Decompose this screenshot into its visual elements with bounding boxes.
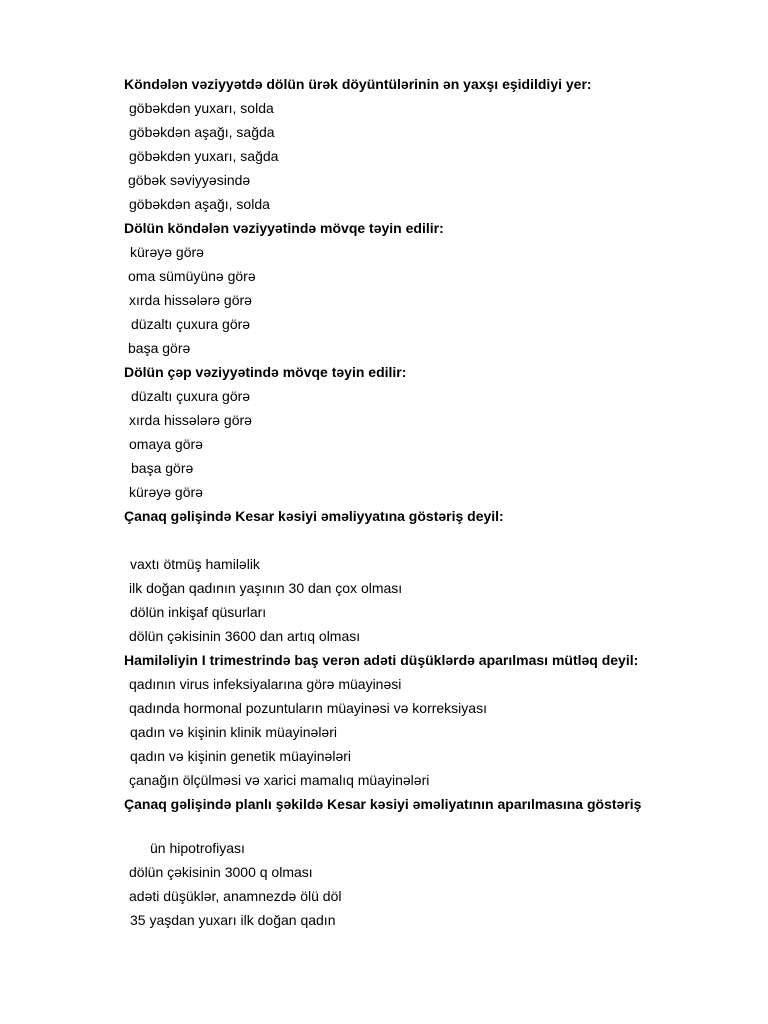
answer-option: düzaltı çuxura görə xyxy=(131,316,251,332)
answer-option: göbəkdən yuxarı, solda xyxy=(129,100,274,116)
answer-option: başa görə xyxy=(128,340,191,356)
answer-option: xırda hissələrə görə xyxy=(129,292,252,308)
answer-option: göbəkdən aşağı, solda xyxy=(129,196,270,212)
answer-option: vaxtı ötmüş hamiləlik xyxy=(130,556,260,572)
answer-option: çanağın ölçülməsi və xarici mamalıq müayinələri xyxy=(129,772,430,788)
answer-option: dölün çəkisinin 3000 q olması xyxy=(129,864,313,880)
answer-option: oma sümüyünə görə xyxy=(128,268,256,284)
answer-option: göbəkdən aşağı, sağda xyxy=(129,124,275,140)
answer-option: ilk doğan qadının yaşının 30 dan çox olması xyxy=(129,580,403,596)
answer-option: göbəkdən yuxarı, sağda xyxy=(129,148,279,164)
answer-option: başa görə xyxy=(131,460,194,476)
question-title: Köndələn vəziyyətdə dölün ürək döyüntülərinin ən yaxşı eşidildiyi yer: xyxy=(124,76,592,92)
answer-option: ün hipotrofiyası xyxy=(150,840,245,856)
answer-option: kürəyə görə xyxy=(130,244,204,260)
answer-option: göbək səviyyəsində xyxy=(128,172,251,188)
answer-option: omaya görə xyxy=(129,436,203,452)
answer-option: dölün inkişaf qüsurları xyxy=(130,604,267,620)
answer-option: 35 yaşdan yuxarı ilk doğan qadın xyxy=(130,912,336,928)
question-title: Dölün köndələn vəziyyətində mövqe təyin edilir: xyxy=(124,220,444,236)
answer-option: dölün çəkisinin 3600 dan artıq olması xyxy=(129,628,361,644)
question-title: Çanaq gəlişində planlı şəkildə Kesar kəsiyi əməliyatının aparılmasına göstəriş xyxy=(124,796,642,812)
answer-option: qadında hormonal pozuntuların müayinəsi və korreksiyası xyxy=(129,700,487,716)
answer-option: qadın və kişinin klinik müayinələri xyxy=(130,724,337,740)
answer-option: kürəyə görə xyxy=(129,484,203,500)
question-title: Çanaq gəlişində Kesar kəsiyi əməliyyatına göstəriş deyil: xyxy=(124,508,504,524)
answer-option: adəti düşüklər, anamnezdə ölü döl xyxy=(129,888,342,904)
answer-option: düzaltı çuxura görə xyxy=(131,388,251,404)
answer-option: xırda hissələrə görə xyxy=(129,412,252,428)
answer-option: qadının virus infeksiyalarına görə müayinəsi xyxy=(129,676,402,692)
answer-option: qadın və kişinin genetik müayinələri xyxy=(130,748,352,764)
question-title: Dölün çəp vəziyyətində mövqe təyin edilir: xyxy=(124,364,407,380)
question-title: Hamiləliyin I trimestrində baş verən adəti düşüklərdə aparılması mütləq deyil: xyxy=(124,652,639,668)
